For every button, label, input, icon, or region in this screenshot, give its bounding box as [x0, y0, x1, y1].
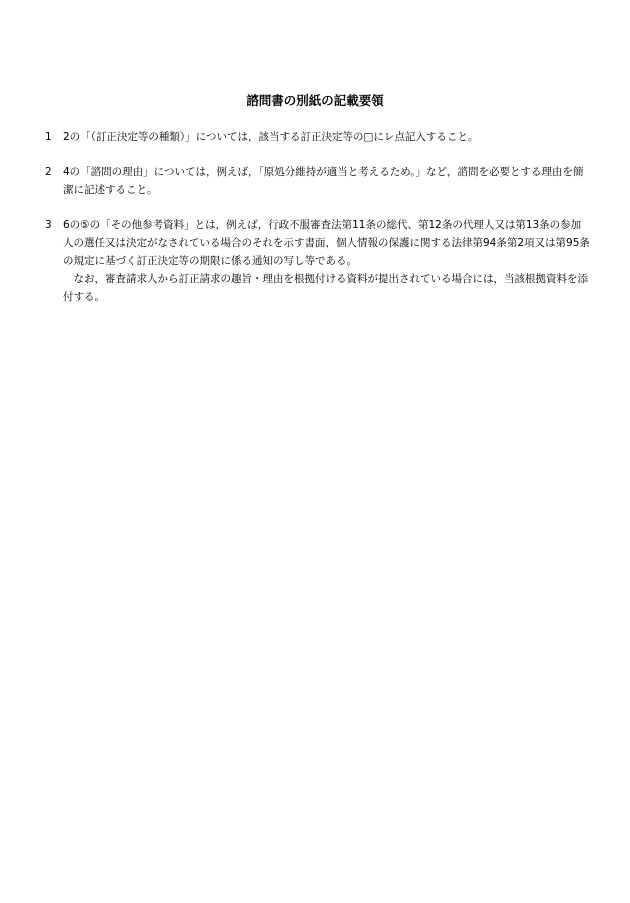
item-paragraph: 2の「（訂正決定等の種類）」については，該当する訂正決定等の□にレ点記入すること。	[63, 131, 479, 143]
instruction-item-2	[45, 163, 590, 199]
item-number: 2	[45, 166, 52, 178]
item-number: 3	[45, 219, 52, 231]
document-title: 諮問書の別紙の記載要領	[246, 93, 384, 108]
instruction-item-3	[45, 216, 590, 306]
item-note-paragraph: なお，審査請求人から訂正請求の趣旨・理由を根拠付ける資料が提出されている場合には，当該根拠資料を添付する。	[63, 273, 588, 303]
item-paragraph: 4の「諮問の理由」については，例えば，「原処分維持が適当と考えるため。」など，諮問を必要とする理由を簡潔に記述すること。	[63, 166, 584, 196]
item-body	[63, 128, 590, 146]
item-body	[63, 216, 590, 306]
item-body	[63, 163, 590, 199]
item-number: 1	[45, 131, 52, 143]
instruction-item-1	[45, 128, 590, 146]
item-paragraph: 6の⑤の「その他参考資料」とは，例えば，行政不服審査法第11条の総代、第12条の代理人又は第13条の参加人の選任又は決定がなされている場合のそれを示す書面，個人情報の保護に関する法律第94条第2項又は第95条の規定に基づく訂正決定等の期限に係る通知の写し等である。	[63, 219, 590, 267]
instruction-list	[45, 128, 590, 323]
